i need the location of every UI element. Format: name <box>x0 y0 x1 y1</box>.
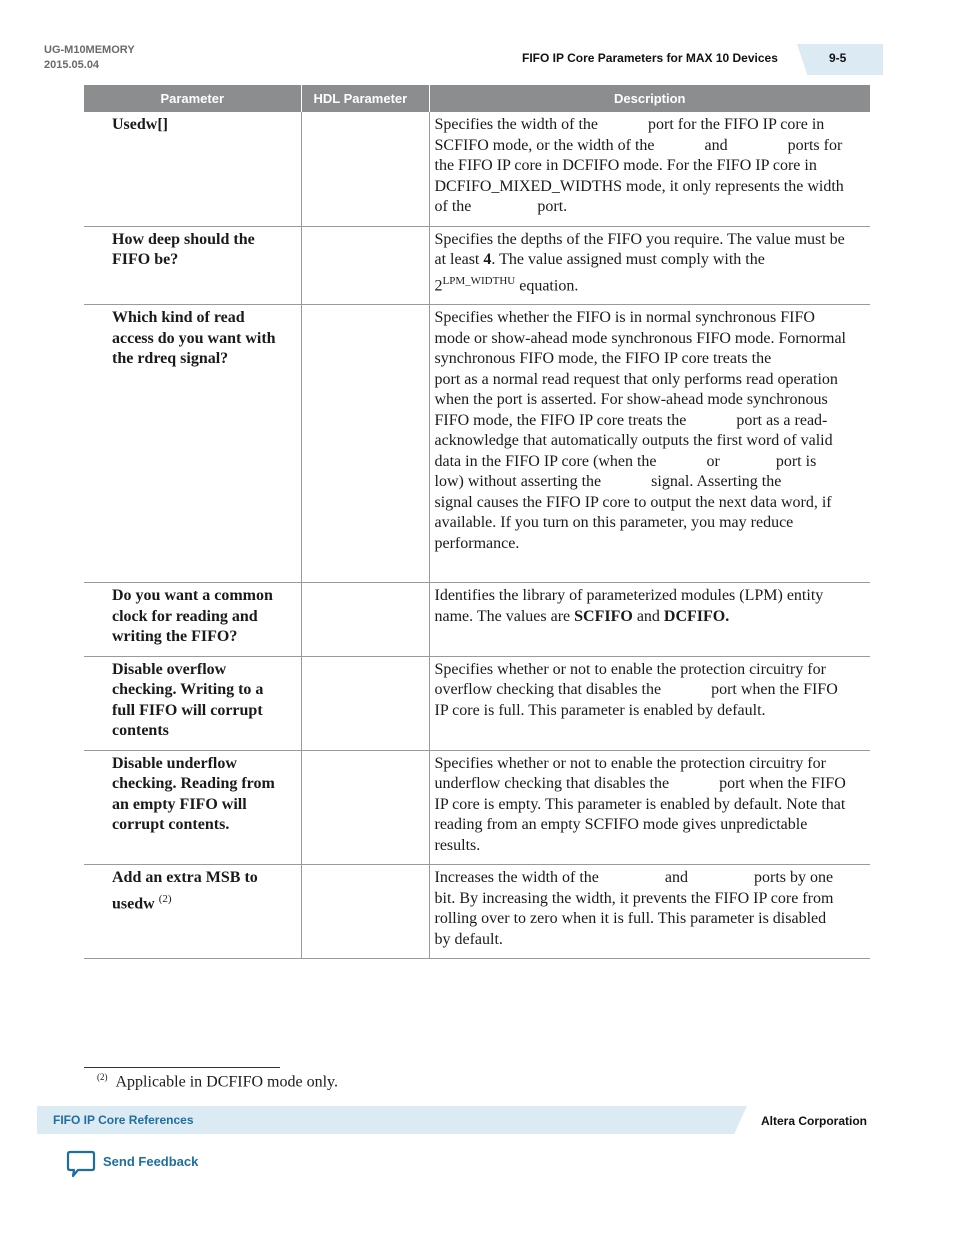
param-name: Disable overflow checking. Writing to a full FIFO will corrupt contents <box>84 656 301 750</box>
footnote <box>97 1072 338 1091</box>
param-name: Add an extra MSB to usedw $^{(2)}$ <box>84 865 301 959</box>
col-header-hdl-parameter: HDL Parameter <box>301 85 429 112</box>
hdl-param-cell <box>301 865 429 959</box>
param-name: How deep should the FIFO be? <box>84 226 301 305</box>
param-name: Disable underflow checking. Reading from an empty FIFO will corrupt contents. <box>84 750 301 865</box>
page-number: 9-5 <box>829 51 847 65</box>
footnote-text: Applicable in DCFIFO mode only. <box>115 1073 338 1091</box>
table-row <box>84 656 870 750</box>
description-cell: Specifies whether or not to enable the protection circuitry for underflow checking that disables the port when the FIFO IP core is empty. This parameter is enabled by default. Note that reading from an empty SCFIFO mode gives unpredictable results. <box>429 750 870 865</box>
hdl-param-cell <box>301 226 429 305</box>
col-header-description: Description <box>429 85 870 112</box>
param-name: Which kind of read access do you want with the rdreq signal? <box>84 305 301 583</box>
hdl-param-cell <box>301 305 429 583</box>
table-row <box>84 112 870 226</box>
description-cell: Specifies the width of the port for the FIFO IP core in SCFIFO mode, or the width of the and ports for the FIFO IP core in DCFIFO mode. For the FIFO IP core in DCFIFO_MIXED_WIDTHS mode, it only represents the width of the port. <box>429 112 870 226</box>
param-name: Usedw[] <box>84 112 301 226</box>
doc-id: UG-M10MEMORY <box>44 44 135 56</box>
table-row <box>84 305 870 583</box>
hdl-param-cell <box>301 583 429 657</box>
table-row <box>84 226 870 305</box>
page-header-title: FIFO IP Core Parameters for MAX 10 Devices <box>522 51 778 65</box>
table-header-row <box>84 85 870 112</box>
footnote-rule <box>84 1067 280 1068</box>
col-header-parameter: Parameter <box>84 85 301 112</box>
footer-company: Altera Corporation <box>761 1114 868 1128</box>
table-row <box>84 750 870 865</box>
hdl-param-cell <box>301 656 429 750</box>
footnote-mark: (2) <box>97 1072 108 1082</box>
description-cell: Identifies the library of parameterized modules (LPM) entity name. The values are SCFIFO and DCFIFO. <box>429 583 870 657</box>
description-cell: Increases the width of the and ports by one bit. By increasing the width, it prevents the FIFO IP core from rolling over to zero when it is full. This parameter is disabled by default. <box>429 865 870 959</box>
table-row <box>84 865 870 959</box>
description-cell: Specifies the depths of the FIFO you require. The value must be at least 4. The value assigned must comply with the $2^{LPM\_WIDTHU}$ equation. <box>429 226 870 305</box>
doc-id-block <box>44 43 135 73</box>
doc-date: 2015.05.04 <box>44 59 100 71</box>
hdl-param-cell <box>301 112 429 226</box>
description-cell: Specifies whether or not to enable the protection circuitry for overflow checking that disables the port when the FIFO IP core is full. This parameter is enabled by default. <box>429 656 870 750</box>
send-feedback-link[interactable]: Send Feedback <box>103 1154 199 1169</box>
hdl-param-cell <box>301 750 429 865</box>
footer-section-link[interactable]: FIFO IP Core References <box>53 1113 194 1127</box>
table-row <box>84 583 870 657</box>
speech-bubble-icon[interactable] <box>66 1150 96 1178</box>
description-cell: Specifies whether the FIFO is in normal synchronous FIFO mode or show-ahead mode synchronous FIFO mode. Fornormal synchronous FIFO mode, the FIFO IP core treats theport as a normal read request that only performs read operation when the port is asserted. For show-ahead mode synchronous FIFO mode, the FIFO IP core treats the port as a read-acknowledge that automatically outputs the first word of valid data in the FIFO IP core (when the or port is low) without asserting the signal. Asserting thesignal causes the FIFO IP core to output the next data word, if available. If you turn on this parameter, you may reduce performance. <box>429 305 870 583</box>
param-name: Do you want a common clock for reading and writing the FIFO? <box>84 583 301 657</box>
parameter-table <box>84 85 870 959</box>
